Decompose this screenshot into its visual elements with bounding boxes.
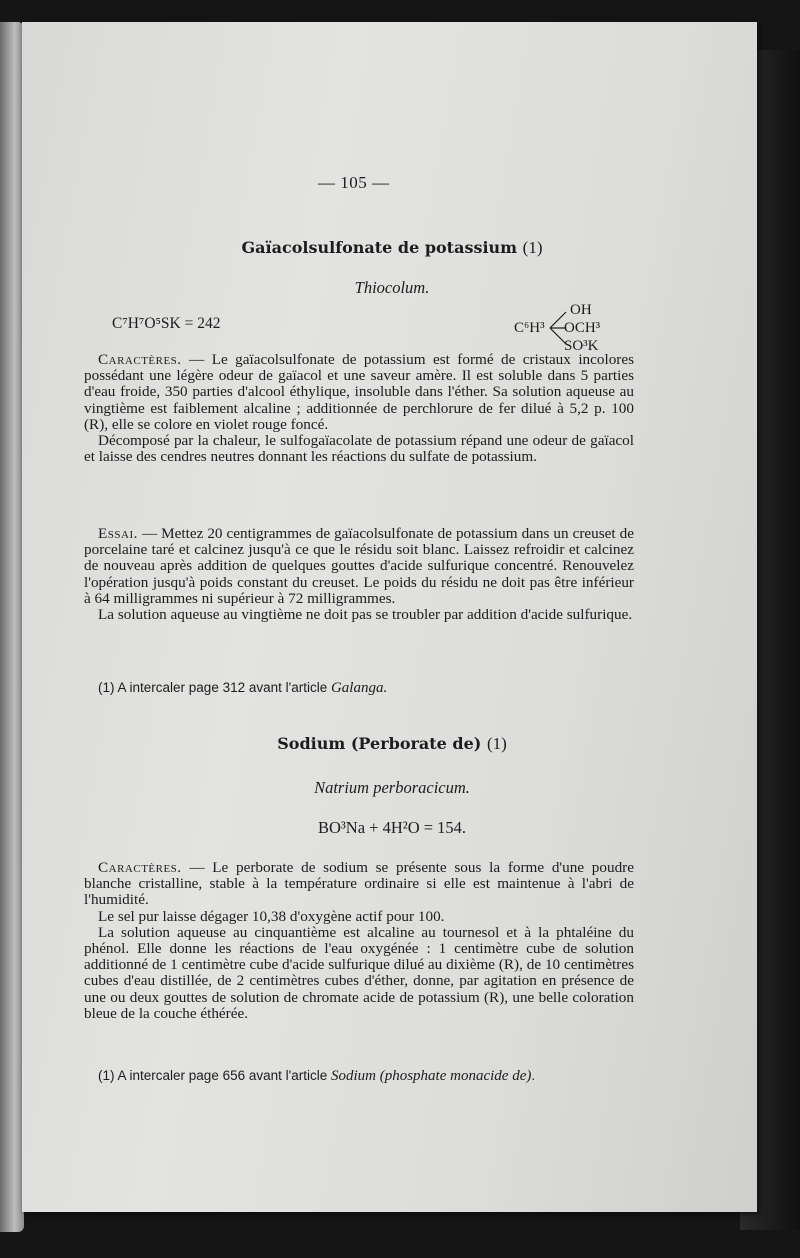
footnote-1-ref: Galanga.: [330, 680, 388, 696]
structural-formula: [514, 302, 624, 356]
caracteres-block-1: [84, 352, 634, 465]
caracteres-text: — Le gaïacolsulfonate de potassium est formé de cristaux incolores possédant une légère odeur de gaïacol et une saveur amère. Il est soluble dans 5 parties d'eau froide, 350 parties d'alcool éthylique, insoluble dans l'éther. Sa solution aqueuse au vingtième est faiblement alcaline ; additionnée de perchlorure de fer dilué à 5,2 p. 100 (R), elle se colore en violet rouge foncé.: [84, 351, 634, 433]
page-number: — 105 —: [318, 173, 390, 192]
oxygen-text: Le sel pur laisse dégager 10,38 d'oxygène actif pour 100.: [98, 907, 445, 925]
book-page: [22, 22, 757, 1212]
section-title-note: (1): [522, 238, 543, 257]
section-title-note: (1): [486, 734, 507, 753]
footnote-1-text: (1) A intercaler page 312 avant l'article: [98, 680, 331, 695]
section-title-text: Gaïacolsulfonate de potassium: [241, 238, 518, 257]
caracteres-block-2: [84, 860, 634, 1022]
solution-text-1: La solution aqueuse au vingtième ne doit pas se troubler par addition d'acide sulfurique.: [98, 606, 633, 624]
section-title-text: Sodium (Perborate de): [277, 734, 482, 753]
chemical-equation: BO³Na + 4H²O = 154.: [317, 818, 467, 837]
footnote-2: [98, 1068, 658, 1085]
essai-label: Essai.: [98, 525, 138, 542]
footnote-2-text: (1) A intercaler page 656 avant l'article: [98, 1068, 331, 1083]
solution-text-2: La solution aqueuse au cinquantième est alcaline au tournesol et à la phtaléine du phénol. Elle donne les réactions de l'eau oxygénée : 1 centimètre cube de solution additionné de 1 centimètre cube d'acide sulfurique dilué au dixième (R), de 10 centimètres cubes d'eau distillée, de 2 centimètres cubes d'éther, donne, par agitation en présence de une ou deux gouttes de solution de chromate acide de potassium (R), une belle coloration bleue de la couche éthérée.: [84, 923, 634, 1022]
latin-name-thiocolum: Thiocolum.: [354, 278, 430, 297]
caracteres-text: — Le perborate de sodium se présente sous la forme d'une poudre blanche cristalline, stable à la température ordinaire si elle est maintenue à l'abri de l'humidité.: [84, 859, 634, 909]
essai-block: [84, 526, 634, 623]
group-so3k: SO³K: [564, 338, 599, 354]
footnote-2-ref: Sodium (phosphate monacide de): [330, 1068, 532, 1084]
essai-text: — Mettez 20 centigrammes de gaïacolsulfonate de potassium dans un creuset de porcelaine taré et calcinez jusqu'à ce que le résidu soit blanc. Laissez refroidir et calcinez de nouveau après addition de quelques gouttes d'acide sulfurique concentré. Renouvelez l'opération jusqu'à poids constant du creuset. Le poids du résidu ne doit pas être inférieur à 64 milligrammes ni supérieur à 72 milligrammes.: [84, 525, 634, 607]
book-left-edge: [0, 22, 24, 1232]
section-title-perborate: [82, 734, 702, 754]
molecular-formula: C⁷H⁷O⁵SK = 242: [112, 315, 221, 332]
structure-prefix: C⁶H³: [514, 320, 545, 336]
footnote-2-end: .: [531, 1068, 536, 1083]
latin-name-natrium: Natrium perboracicum.: [314, 778, 470, 797]
footnote-1: [98, 680, 658, 697]
caracteres-label: Caractères.: [98, 859, 182, 876]
section-title-gaiacolsulfonate: [82, 238, 702, 258]
group-oh: OH: [570, 302, 592, 318]
decompose-text: Décomposé par la chaleur, le sulfogaïacolate de potassium répand une odeur de gaïacol et laisse des cendres neutres donnant les réactions du sulfate de potassium.: [84, 432, 634, 466]
caracteres-label: Caractères.: [98, 351, 182, 368]
group-och3: OCH³: [564, 320, 601, 336]
